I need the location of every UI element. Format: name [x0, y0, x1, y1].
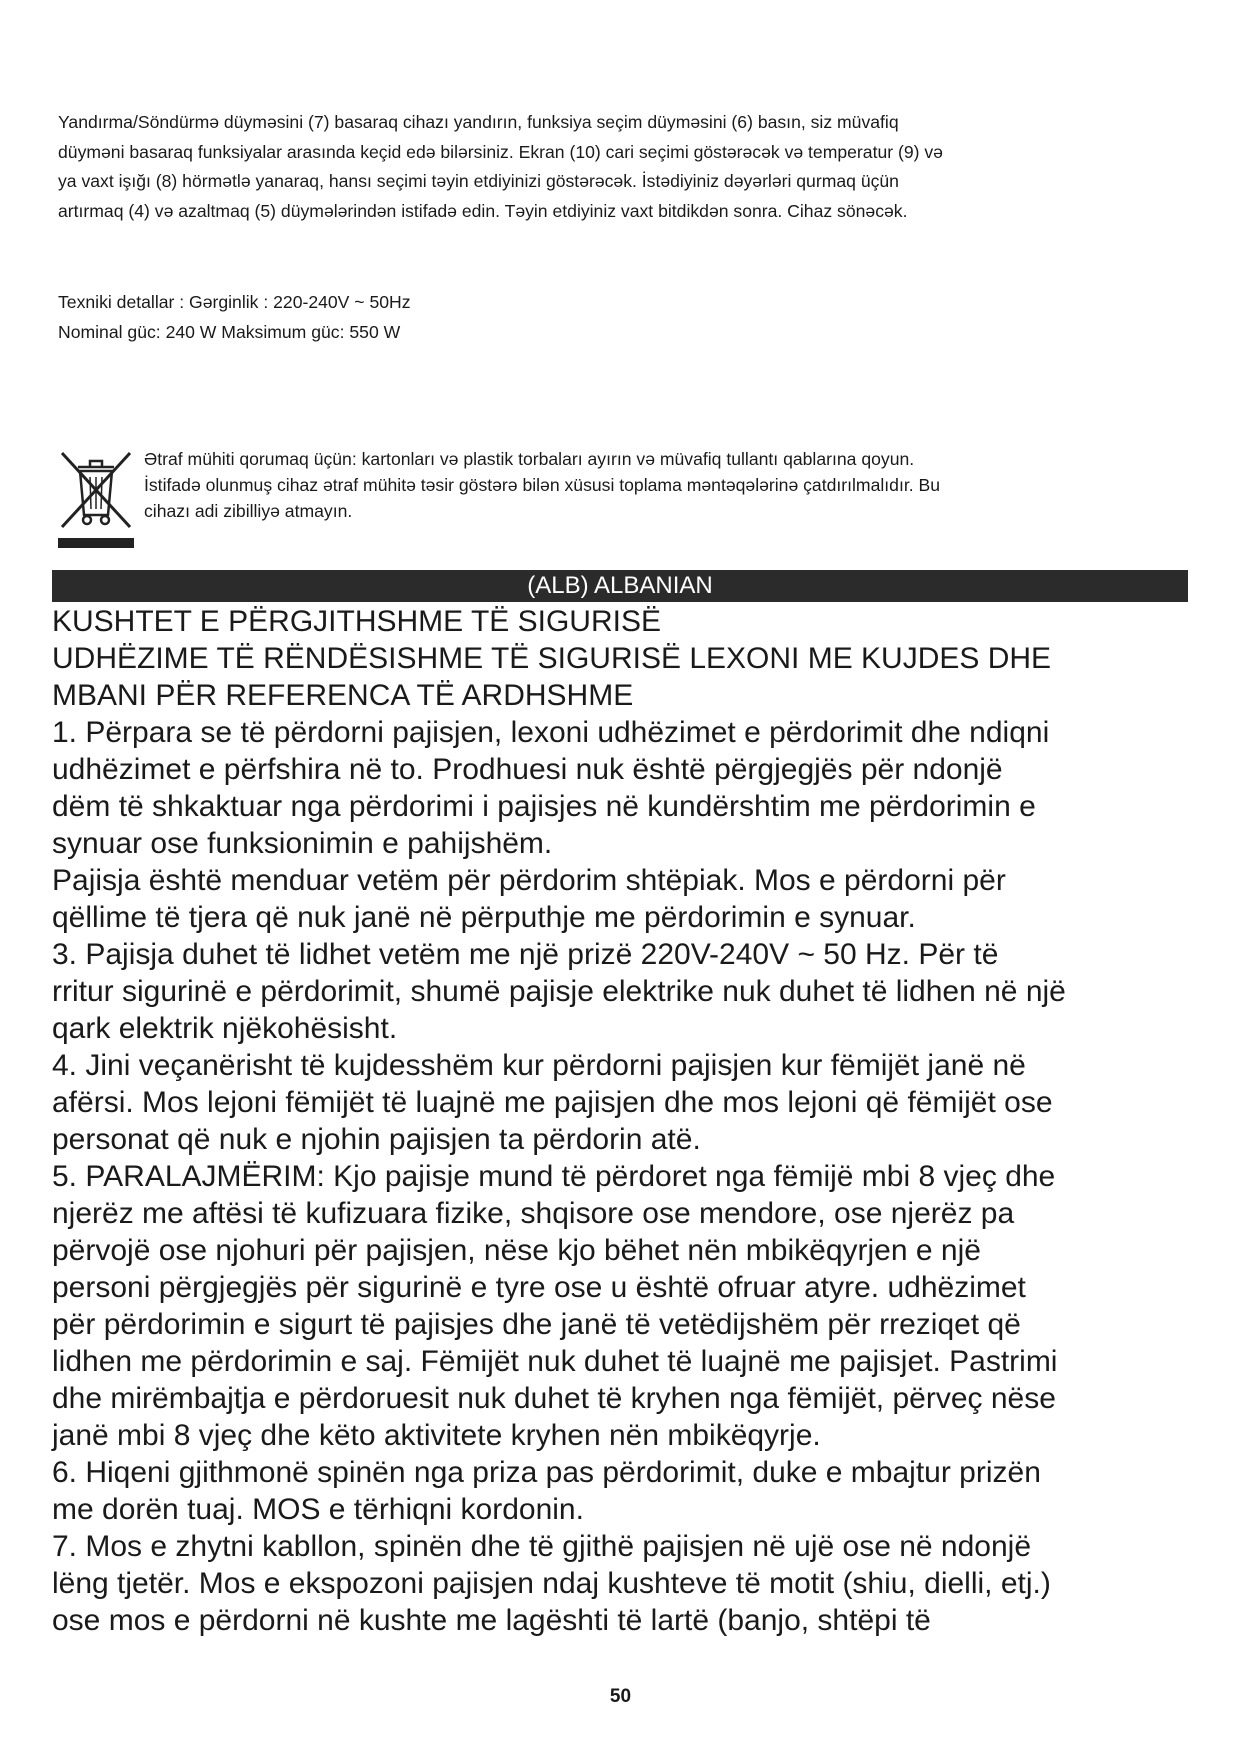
text-line: 6. Hiqeni gjithmonë spinën nga priza pas përdorimit, duke e mbajtur prizën — [52, 1456, 1041, 1489]
az-operation-paragraph — [58, 108, 1188, 226]
text-line: 3. Pajisja duhet të lidhet vetëm me një prizë 220V-240V ~ 50 Hz. Për të — [52, 938, 999, 971]
section-heading: KUSHTET E PËRGJITHSHME TË SIGURISË — [52, 605, 661, 638]
text-line: cihazı adi zibilliyə atmayın. — [144, 501, 353, 521]
text-line: Nominal güc: 240 W Maksimum güc: 550 W — [58, 321, 401, 342]
text-line: personi përgjegjës për sigurinë e tyre ose u është ofruar atyre. udhëzimet — [52, 1271, 1026, 1304]
text-line: qark elektrik njëkohësisht. — [52, 1012, 398, 1045]
text-line: me dorën tuaj. MOS e tërhiqni kordonin. — [52, 1493, 584, 1526]
text-line: ose mos e përdorni në kushte me lagështi të lartë (banjo, shtëpi të — [52, 1604, 931, 1637]
text-line: ya vaxt işığı (8) hörmətlə yanaraq, hansı seçimi təyin etdiyinizi göstərəcək. İstədiyiniz dəyərləri qurmaq üçün — [58, 171, 899, 191]
text-line: Yandırma/Söndürmə düyməsini (7) basaraq cihazı yandırın, funksiya seçim düyməsini (6) basın, siz müvafiq — [58, 112, 899, 132]
text-line: İstifadə olunmuş cihaz ətraf mühitə təsir göstərə bilən xüsusi toplama məntəqələrinə çatdırılmalıdır. Bu — [144, 475, 941, 495]
text-line: 5. PARALAJMËRIM: Kjo pajisje mund të përdoret nga fëmijë mbi 8 vjeç dhe — [52, 1160, 1056, 1193]
albanian-safety-section — [52, 603, 1192, 1639]
text-line: 1. Përpara se të përdorni pajisjen, lexoni udhëzimet e përdorimit dhe ndiqni — [52, 716, 1050, 749]
text-line: për përdorimin e sigurt të pajisjes dhe janë të vetëdijshëm për rreziqet që — [52, 1308, 1021, 1341]
text-line: udhëzimet e përfshira në to. Prodhuesi nuk është përgjegjës për ndonjë — [52, 753, 1003, 786]
text-line: lëng tjetër. Mos e ekspozoni pajisjen ndaj kushteve të motit (shiu, dielli, etj.) — [52, 1567, 1051, 1600]
text-line: rritur sigurinë e përdorimit, shumë pajisje elektrike nuk duhet të lidhen në një — [52, 975, 1066, 1008]
text-line: Texniki detallar : Gərginlik : 220-240V ~ 50Hz — [58, 292, 411, 312]
text-line: synuar ose funksionimin e pahijshëm. — [52, 827, 553, 860]
text-line: përvojë ose njohuri për pajisjen, nëse kjo bëhet nën mbikëqyrjen e një — [52, 1234, 981, 1267]
text-line: 7. Mos e zhytni kabllon, spinën dhe të gjithë pajisjen në ujë ose në ndonjë — [52, 1530, 1031, 1563]
section-heading: MBANI PËR REFERENCA TË ARDHSHME — [52, 679, 634, 712]
section-heading: UDHËZIME TË RËNDËSISHME TË SIGURISË LEXONI ME KUJDES DHE — [52, 642, 1052, 675]
text-line: qëllime të tjera që nuk janë në përputhje me përdorimin e synuar. — [52, 901, 916, 934]
page-number: 50 — [609, 1686, 632, 1707]
text-line: afërsi. Mos lejoni fëmijët të luajnë me pajisjen dhe mos lejoni që fëmijët ose — [52, 1086, 1053, 1119]
text-line: 4. Jini veçanërisht të kujdesshëm kur përdorni pajisjen kur fëmijët janë në — [52, 1049, 1026, 1082]
language-section-banner: (ALB) ALBANIAN — [52, 570, 1188, 602]
text-line: njerëz me aftësi të kufizuara fizike, shqisore ose mendore, ose njerëz pa — [52, 1197, 1015, 1230]
text-line: dhe mirëmbajtja e përdoruesit nuk duhet të kryhen nga fëmijët, përveç nëse — [52, 1382, 1056, 1415]
az-environment-note — [144, 446, 1184, 524]
text-line: lidhen me përdorimin e saj. Fëmijët nuk duhet të luajnë me pajisjet. Pastrimi — [52, 1345, 1058, 1378]
text-line: Pajisja është menduar vetëm për përdorim shtëpiak. Mos e përdorni për — [52, 864, 1006, 897]
text-line: Ətraf mühiti qorumaq üçün: kartonları və plastik torbaları ayırın və müvafiq tullantı qablarına qoyun. — [144, 449, 915, 469]
text-line: artırmaq (4) və azaltmaq (5) düymələrindən istifadə edin. Təyin etdiyiniz vaxt bitdikdən sonra. Cihaz sönəcək. — [58, 200, 908, 221]
az-technical-details — [58, 288, 958, 347]
text-line: düyməni basaraq funksiyalar arasında keçid edə bilərsiniz. Ekran (10) cari seçimi göstərəcək və temperatur (9) və — [58, 141, 943, 162]
crossed-out-wheelie-bin-icon — [56, 445, 136, 550]
text-line: personat që nuk e njohin pajisjen ta përdorin atë. — [52, 1123, 701, 1156]
text-line: janë mbi 8 vjeç dhe këto aktivitete kryhen nën mbikëqyrje. — [52, 1419, 821, 1452]
text-line: dëm të shkaktuar nga përdorimi i pajisjes në kundërshtim me përdorimin e — [52, 790, 1036, 823]
